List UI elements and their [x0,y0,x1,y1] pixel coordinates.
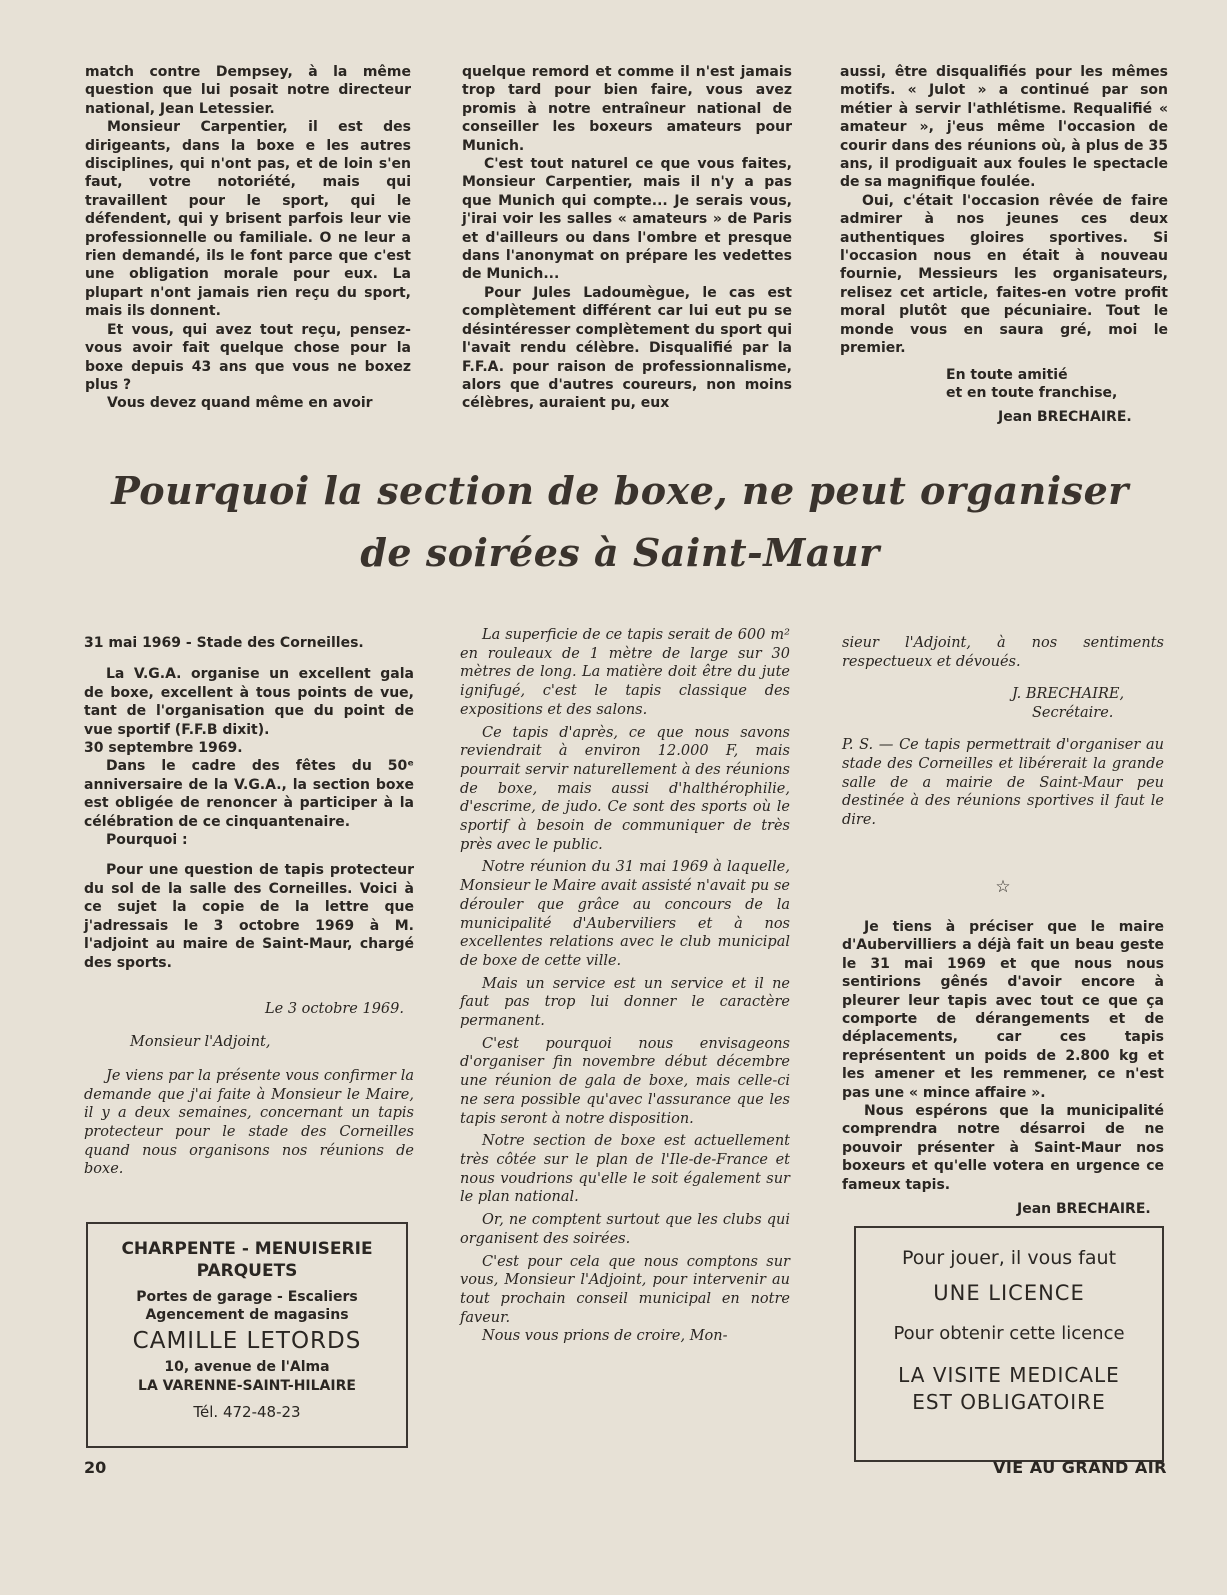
closing-line: En toute amitié [946,366,1068,383]
letter-signature-title: Secrétaire. [1032,704,1114,721]
dateline: 31 mai 1969 - Stade des Corneilles. [84,635,364,651]
separator-star-icon: ☆ [995,877,1011,897]
ad-company-name: CAMILLE LETORDS [132,1328,362,1354]
top-column-3 [840,63,1168,427]
bottom-column-3-letter [842,634,1164,829]
letter-paragraph: Ce tapis d'après, ce que nous savons reviendrait à environ 12.000 F, mais pourrait servir naturellement à des réunions de boxe, mais aussi d'halthérophilie, d'escrime, de judo. Ce sont des sports où le sportif à besoin de communiquer de très près avec le public. [460,724,790,853]
ad-camille-letords [86,1222,408,1448]
postscript: P. S. — Ce tapis permettrait d'organiser au stade des Corneilles et libérerait la grande salle de a mairie de Saint-Maur peu destinée à des réunions sportives il faut le dire. [842,737,1164,828]
letter-paragraph: C'est pour cela que nous comptons sur vous, Monsieur l'Adjoint, pour intervenir au tout prochain conseil municipal en notre faveur. [460,1253,790,1326]
ad-line: Pour jouer, il vous faut [901,1247,1117,1269]
letter-closing: sieur l'Adjoint, à nos sentiments respectueux et dévoués. [842,635,1164,670]
paragraph: Oui, c'était l'occasion rêvée de faire admirer à nos jeunes ces deux authentiques gloires sportives. Si l'occasion nous en était à nouveau fournie, Messieurs les organisateurs, relisez cet article, faites-en votre profit moral plutôt que pécuniaire. Tout le monde vous en saura gré, moi le premier. [840,192,1168,357]
letter-paragraph: Notre section de boxe est actuellement très côtée sur le plan de l'Ile-de-France et nous voudrions qu'elle le soit également sur le plan national. [460,1133,790,1206]
top-column-2 [462,63,792,413]
letter-paragraph: Je viens par la présente vous confirmer la demande que j'ai faite à Monsieur le Maire, il y a deux semaines, concernant un tapis protecteur pour le stade des Corneilles quand nous organisons nos réunions de boxe. [84,1068,414,1178]
letter-paragraph: Notre réunion du 31 mai 1969 à laquelle, Monsieur le Maire avait assisté n'avait pu se dérouler que grâce au concours de la municipalité d'Auberviliers et à nos excellentes relations avec le club municipal de boxe de cette ville. [460,859,790,969]
paragraph: Pourquoi : [106,832,188,849]
signature: Jean BRECHAIRE. [998,409,1132,426]
ad-phone: Tél. 472-48-23 [193,1403,301,1421]
letter-opening [84,1000,414,1179]
paragraph: Vous devez quand même en avoir [107,395,373,412]
paragraph: Pour Jules Ladoumègue, le cas est complètement différent car lui eut pu se désintéresser complètement du sport qui l'avait rendu célèbre. Disqualifié par la F.F.A. pour raison de professionnalisme, alors que d'autres coureurs, non moins célèbres, auraient pu, eux [462,284,792,412]
ad-licence-notice [854,1226,1164,1462]
paragraph: Dans le cadre des fêtes du 50ᵉ anniversaire de la V.G.A., la section boxe est obligée de renoncer à participer à la célébration de ce cinquantenaire. [84,758,414,830]
headline-line-1: Pourquoi la section de boxe, ne peut organiser [111,468,1129,513]
paragraph: aussi, être disqualifiés pour les mêmes motifs. « Julot » a continué par son métier à servir l'athlétisme. Requalifié « amateur », j'eus même l'occasion de courir dans des réunions où, à plus de 35 ans, il prodiguait aux foules le spectacle de sa magnifique foulée. [840,64,1168,191]
paragraph: match contre Dempsey, à la même question que lui posait notre directeur national, Jean Letessier. [85,64,411,117]
ad-line: UNE LICENCE [933,1281,1085,1305]
letter-date: Le 3 octobre 1969. [265,1001,404,1017]
ad-city: LA VARENNE-SAINT-HILAIRE [138,1378,356,1394]
bottom-column-2 [460,626,790,1346]
ad-line: Portes de garage - Escaliers [136,1289,358,1305]
ad-line: EST OBLIGATOIRE [912,1390,1106,1414]
article-headline [40,460,1200,584]
ad-line: CHARPENTE - MENUISERIE [121,1239,373,1259]
paragraph: Nous espérons que la municipalité comprendra notre désarroi de ne pouvoir présenter à Saint-Maur nos boxeurs et qu'elle votera en urgence ce fameux tapis. [842,1103,1164,1193]
ad-line: Agencement de magasins [145,1307,349,1323]
bottom-column-1 [84,634,414,972]
paragraph: quelque remord et comme il n'est jamais trop tard pour bien faire, vous avez promis à notre entraîneur national de conseiller les boxeurs amateurs pour Munich. [462,64,792,154]
closing-line: et en toute franchise, [946,384,1118,401]
magazine-name: VIE AU GRAND AIR [992,1458,1167,1477]
paragraph: La V.G.A. organise un excellent gala de boxe, excellent à tous points de vue, tant de l'organisation que du point de vue sportif (F.F.B dixit). [84,666,414,738]
paragraph: Pour une question de tapis protecteur du sol de la salle des Corneilles. Voici à ce sujet la copie de la lettre que j'adressais le 3 octobre 1969 à M. l'adjoint au maire de Saint-Maur, chargé des sports. [84,862,414,971]
letter-paragraph: La superficie de ce tapis serait de 600 m² en rouleaux de 1 mètre de large sur 30 mètres de long. La matière doit être du jute ignifugé, c'est le tapis classique des expositions et des salons. [460,627,790,718]
ad-line: Pour obtenir cette licence [893,1323,1125,1344]
ad-address: 10, avenue de l'Alma [164,1359,330,1375]
signature: Jean BRECHAIRE. [1017,1201,1151,1218]
ad-line: LA VISITE MEDICALE [898,1363,1120,1387]
letter-paragraph: C'est pourquoi nous envisageons d'organiser fin novembre début décembre une réunion de gala de boxe, mais celle-ci ne sera possible qu'avec l'assurance que les tapis seront à notre disposition. [460,1035,790,1127]
headline-line-2: de soirées à Saint-Maur [360,530,880,575]
ad-line: PARQUETS [196,1261,298,1281]
letter-paragraph: Nous vous prions de croire, Mon- [482,1328,728,1345]
letter-paragraph: Or, ne comptent surtout que les clubs qui organisent des soirées. [460,1212,790,1247]
bottom-column-3 [842,918,1164,1219]
letter-paragraph: Mais un service est un service et il ne faut pas trop lui donner le caractère permanent. [460,975,790,1030]
paragraph: C'est tout naturel ce que vous faites, Monsieur Carpentier, mais il n'y a pas que Munich qui compte... Je serais vous, j'irai voir les salles « amateurs » de Paris et d'ailleurs ou dans l'ombre et presque dans l'anonymat on prépare les vedettes de Munich... [462,156,792,283]
paragraph: Je tiens à préciser que le maire d'Aubervilliers a déjà fait un beau geste le 31 mai 1969 et que nous nous sentirions gênés d'avoir encore à pleurer leur tapis avec tout ce que ça comporte de dérangements et de déplacements, car ces tapis représentent un poids de 2.800 kg et les amener et les remmener, ce n'est pas une « mince affaire ». [842,919,1164,1101]
letter-salutation: Monsieur l'Adjoint, [130,1033,271,1050]
letter-signature-name: J. BRECHAIRE, [1012,686,1125,703]
page-number: 20 [84,1458,107,1477]
top-column-1 [85,63,411,413]
paragraph: Monsieur Carpentier, il est des dirigeants, dans la boxe e les autres disciplines, qui n'ont pas, et de loin s'en faut, votre notoriété, mais qui travaillent pour le sport, qui le défendent, qui y brisent parfois leur vie professionnelle ou familiale. O ne leur a rien demandé, ils le font parce que c'est une obligation morale pour eux. La plupart n'ont jamais rien reçu du sport, mais ils donnent. [85,119,411,320]
paragraph: Et vous, qui avez tout reçu, pensez-vous avoir fait quelque chose pour la boxe depuis 43 ans que vous ne boxez plus ? [85,321,411,393]
paragraph: 30 septembre 1969. [84,740,243,757]
